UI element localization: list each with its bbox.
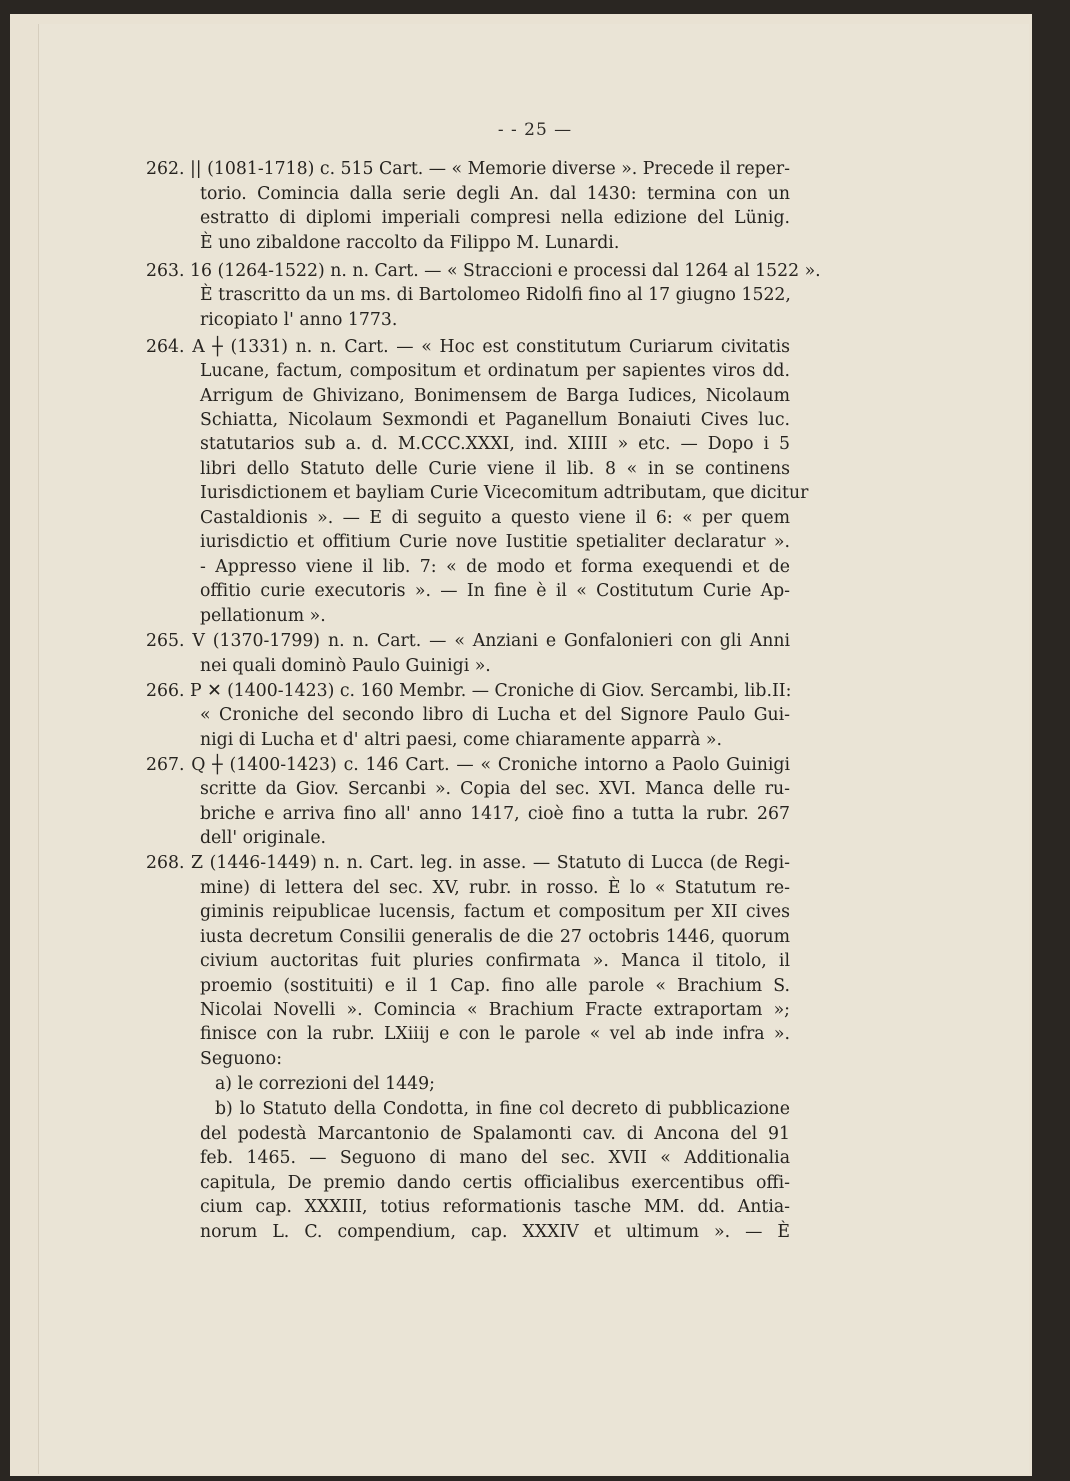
text-line: statutarios sub a. d. M.CCC.XXXI, ind. XIIII » etc. — Dopo i 5 bbox=[200, 434, 790, 454]
text-line: capitula, De premio dando certis officialibus exercentibus offi- bbox=[200, 1173, 790, 1193]
text-line: iurisdictio et offitium Curie nove Iustitie spetialiter declaratur ». bbox=[200, 532, 790, 552]
text-line: Iurisdictionem et bayliam Curie Vicecomitum adtributam, que dicitur bbox=[200, 483, 809, 503]
text-line: È trascritto da un ms. di Bartolomeo Ridolfi fino al 17 giugno 1522, bbox=[200, 285, 791, 305]
text-line: scritte da Giov. Sercanbi ». Copia del sec. XVI. Manca delle ru- bbox=[200, 779, 790, 799]
text-line: « Croniche del secondo libro di Lucha et del Signore Paulo Gui- bbox=[200, 705, 790, 725]
text-line: Castaldionis ». — E di seguito a questo viene il 6: « per quem bbox=[200, 508, 790, 528]
text-line: Lucane, factum, compositum et ordinatum per sapientes viros dd. bbox=[200, 361, 790, 381]
text-line: offitio curie executoris ». — In fine è il « Costitutum Curie Ap- bbox=[200, 581, 790, 601]
text-line: Nicolai Novelli ». Comincia « Brachium Fracte extraportam »; bbox=[200, 1000, 790, 1020]
text-line: a) le correzioni del 1449; bbox=[215, 1074, 435, 1094]
text-line: Arrigum de Ghivizano, Bonimensem de Barga Iudices, Nicolaum bbox=[200, 386, 790, 406]
text-line: giminis reipublicae lucensis, factum et compositum per XII cives bbox=[200, 902, 790, 922]
text-line: briche e arriva fino all' anno 1417, cioè fino a tutta la rubr. 267 bbox=[200, 804, 790, 824]
text-line: - Appresso viene il lib. 7: « de modo et forma exequendi et de bbox=[200, 557, 790, 577]
text-line: 268. Z (1446-1449) n. n. Cart. leg. in asse. — Statuto di Lucca (de Regi- bbox=[146, 853, 790, 873]
text-line: cium cap. XXXIII, totius reformationis tasche MM. dd. Antia- bbox=[200, 1197, 790, 1217]
text-line: norum L. C. compendium, cap. XXXIV et ultimum ». — È bbox=[200, 1222, 790, 1242]
text-line: del podestà Marcantonio de Spalamonti cav. di Ancona del 91 bbox=[200, 1124, 790, 1144]
text-line: È uno zibaldone raccolto da Filippo M. Lunardi. bbox=[200, 233, 620, 253]
text-line: b) lo Statuto della Condotta, in fine col decreto di pubblicazione bbox=[215, 1099, 790, 1119]
text-line: 262. || (1081-1718) c. 515 Cart. — « Memorie diverse ». Precede il reper- bbox=[146, 159, 791, 179]
text-line: dell' originale. bbox=[200, 828, 327, 848]
text-line: Schiatta, Nicolaum Sexmondi et Paganellum Bonaiuti Cives luc. bbox=[200, 410, 790, 430]
text-line: ricopiato l' anno 1773. bbox=[200, 310, 398, 330]
text-line: torio. Comincia dalla serie degli An. dal 1430: termina con un bbox=[200, 184, 790, 204]
text-line: pellationum ». bbox=[200, 606, 326, 626]
text-line: nei quali dominò Paulo Guinigi ». bbox=[200, 656, 491, 676]
text-line: civium auctoritas fuit pluries confirmata ». Manca il titolo, il bbox=[200, 951, 790, 971]
text-line: 264. A ┼ (1331) n. n. Cart. — « Hoc est constitutum Curiarum civitatis bbox=[146, 337, 790, 357]
text-line: 263. 16 (1264-1522) n. n. Cart. — « Straccioni e processi dal 1264 al 1522 ». bbox=[146, 261, 821, 281]
text-line: nigi di Lucha et d' altri paesi, come chiaramente apparrà ». bbox=[200, 730, 722, 750]
text-line: 267. Q ┼ (1400-1423) c. 146 Cart. — « Croniche intorno a Paolo Guinigi bbox=[146, 755, 790, 775]
text-line: proemio (sostituiti) e il 1 Cap. fino alle parole « Brachium S. bbox=[200, 976, 790, 996]
text-line: 266. P ✕ (1400-1423) c. 160 Membr. — Croniche di Giov. Sercambi, lib.II: bbox=[146, 681, 792, 701]
text-line: feb. 1465. — Seguono di mano del sec. XVII « Additionalia bbox=[200, 1148, 790, 1168]
text-line: Seguono: bbox=[200, 1049, 283, 1069]
text-line: finisce con la rubr. LXiiij e con le parole « vel ab inde infra ». bbox=[200, 1024, 790, 1044]
text-line: 265. V (1370-1799) n. n. Cart. — « Anziani e Gonfalonieri con gli Anni bbox=[146, 631, 790, 651]
text-line: estratto di diplomi imperiali compresi nella edizione del Lünig. bbox=[200, 208, 790, 228]
text-line: iusta decretum Consilii generalis de die 27 octobris 1446, quorum bbox=[200, 927, 790, 947]
page-number: - - 25 — bbox=[497, 120, 573, 140]
text-line: mine) di lettera del sec. XV, rubr. in rosso. È lo « Statutum re- bbox=[200, 878, 790, 898]
text-line: libri dello Statuto delle Curie viene il lib. 8 « in se continens bbox=[200, 459, 790, 479]
